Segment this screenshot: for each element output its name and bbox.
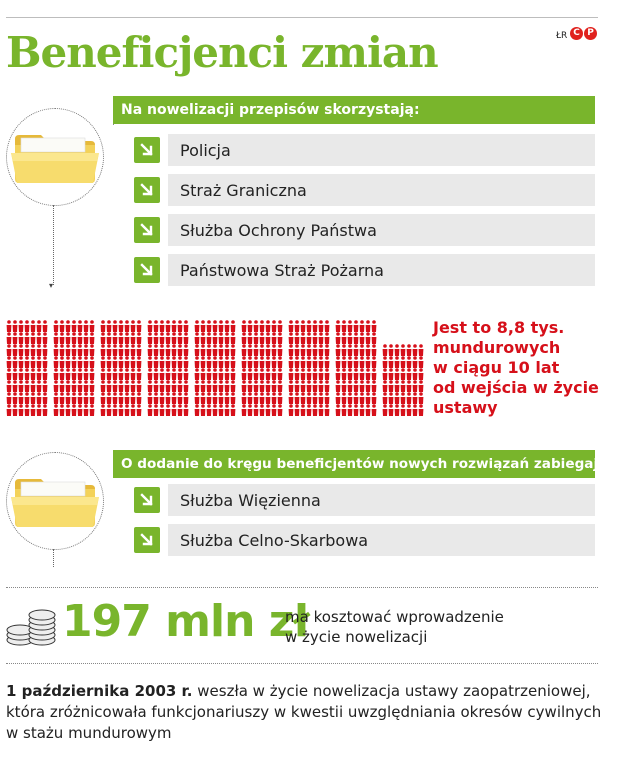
connector-end-icon-1: ▾ xyxy=(49,281,54,290)
footer-line-3: w stażu mundurowym xyxy=(6,724,172,742)
arrow-down-right-icon xyxy=(134,487,160,513)
list-item xyxy=(134,214,595,246)
cost-description-line: w życie nowelizacji xyxy=(285,628,428,646)
section1-list xyxy=(134,134,595,286)
list-item xyxy=(134,254,595,286)
folder-icon-circle-1 xyxy=(6,108,104,206)
list-item-label: Państwowa Straż Pożarna xyxy=(168,254,595,286)
people-pictogram xyxy=(6,312,428,416)
top-divider xyxy=(6,17,598,18)
people-block xyxy=(148,320,189,416)
cost-description-line: ma kosztować wprowadzenie xyxy=(285,608,504,626)
list-item-label: Służba Celno-Skarbowa xyxy=(168,524,595,556)
divider-dotted-2 xyxy=(6,663,598,664)
people-block xyxy=(54,320,95,416)
list-item-label: Służba Ochrony Państwa xyxy=(168,214,595,246)
author-credit: ŁR xyxy=(556,31,568,41)
list-item xyxy=(134,524,595,556)
logo-letter-c: C xyxy=(570,27,583,40)
folder-icon xyxy=(7,453,103,549)
footer-line-2: która zróżnicowała funkcjonariuszy w kwestii uwzględniania okresów cywilnych xyxy=(6,703,602,721)
arrow-down-right-icon xyxy=(134,257,160,283)
people-stat-line: w ciągu 10 lat xyxy=(433,358,560,377)
section2-list xyxy=(134,484,595,556)
people-pictogram-svg xyxy=(6,312,428,416)
section2-banner: O dodanie do kręgu beneficjentów nowych rozwiązań zabiegają: xyxy=(113,450,595,478)
list-item xyxy=(134,484,595,516)
people-stat-line: od wejścia w życie xyxy=(433,378,599,397)
list-item-label: Straż Graniczna xyxy=(168,174,595,206)
arrow-down-right-icon xyxy=(134,217,160,243)
people-stat-line: Jest to 8,8 tys. xyxy=(433,318,565,337)
page-title: Beneficjenci zmian xyxy=(6,28,438,77)
cost-description xyxy=(285,607,605,647)
people-block xyxy=(383,344,424,416)
list-item-label: Policja xyxy=(168,134,595,166)
people-block xyxy=(101,320,142,416)
connector-line-1 xyxy=(53,205,54,285)
people-block xyxy=(289,320,330,416)
publisher-logo xyxy=(570,27,597,40)
cost-amount: 197 mln zł xyxy=(62,596,309,647)
arrow-down-right-icon xyxy=(134,527,160,553)
list-item-label: Służba Więzienna xyxy=(168,484,595,516)
logo-letter-p: P xyxy=(584,27,597,40)
folder-icon-circle-2 xyxy=(6,452,104,550)
folder-icon xyxy=(7,109,103,205)
people-stat-text xyxy=(433,318,613,418)
arrow-down-right-icon xyxy=(134,137,160,163)
people-stat-line: mundurowych xyxy=(433,338,561,357)
footer-line-1: weszła w życie nowelizacja ustawy zaopatrzeniowej, xyxy=(192,682,591,700)
people-block xyxy=(7,320,48,416)
list-item xyxy=(134,134,595,166)
divider-dotted-1 xyxy=(6,587,598,588)
section1-banner: Na nowelizacji przepisów skorzystają: xyxy=(113,96,595,124)
footer-date: 1 października 2003 r. xyxy=(6,682,193,700)
people-block xyxy=(242,320,283,416)
people-block xyxy=(336,320,377,416)
arrow-down-right-icon xyxy=(134,177,160,203)
connector-line-2 xyxy=(53,549,54,567)
footer-text xyxy=(6,681,612,744)
people-stat-line: ustawy xyxy=(433,398,498,417)
coins-icon xyxy=(4,604,60,654)
people-block xyxy=(195,320,236,416)
list-item xyxy=(134,174,595,206)
